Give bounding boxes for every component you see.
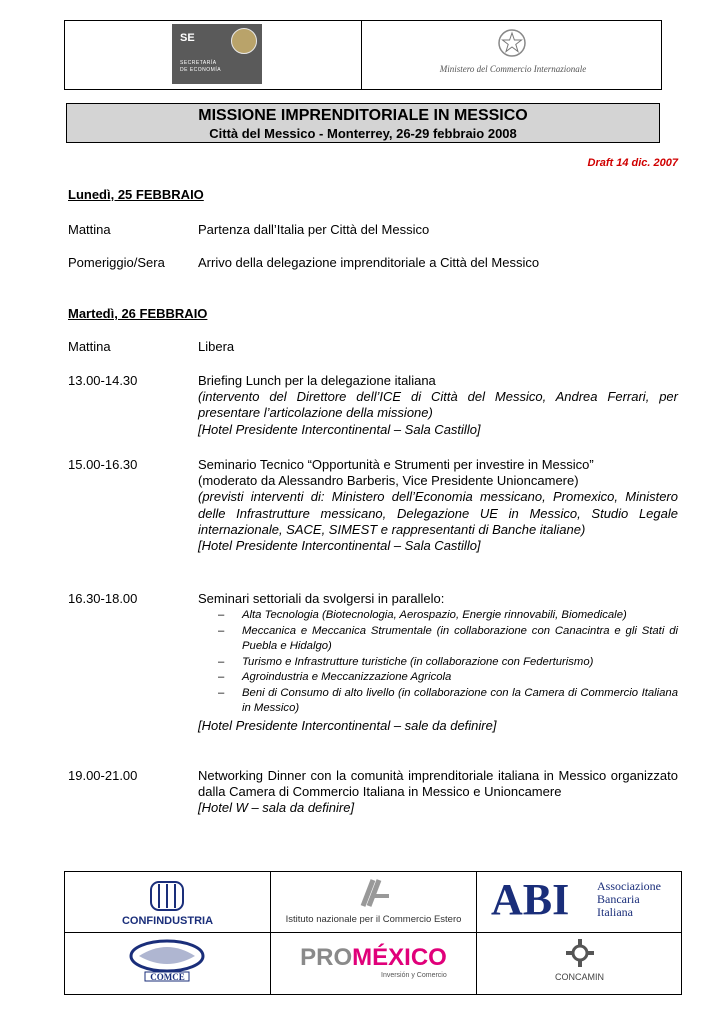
se-logo-abbr: SE xyxy=(180,32,195,44)
event-note: (previsti interventi di: Ministero dell’Economia messicano, Promexico, Ministero delle Infrastrutture messicano, Delegazione UE in Messico, Studio Legale internazionale, SACE, SIMEST e rappresentanti di Banche italiane) xyxy=(198,489,678,537)
time-label: 15.00-16.30 xyxy=(68,457,138,472)
event-text: Libera xyxy=(198,339,235,354)
concamin-logo xyxy=(477,933,682,993)
abi-name xyxy=(597,880,661,919)
abi-abbr: ABI xyxy=(491,875,570,924)
time-label: Mattina xyxy=(68,222,111,237)
secretaria-economia-logo xyxy=(172,24,262,84)
sector-list xyxy=(198,608,678,717)
concamin-gear-icon xyxy=(565,938,595,968)
day-heading-monday: Lunedì, 25 FEBBRAIO xyxy=(68,187,204,202)
confindustria-text: CONFINDUSTRIA xyxy=(121,915,214,927)
draft-label: Draft 14 dic. 2007 xyxy=(587,157,678,169)
list-item: – Beni di Consumo di alto livello (in collaborazione con la Camera di Commercio Italiana in Messico) xyxy=(198,686,678,717)
event-venue: [Hotel Presidente Intercontinental – Sala Castillo] xyxy=(198,538,481,554)
abi-line: Italiana xyxy=(597,905,633,919)
document-subtitle: Città del Messico - Monterrey, 26-29 febbraio 2008 xyxy=(209,126,517,141)
header-logo-box xyxy=(64,20,662,90)
event-venue: [Hotel W – sala da definire] xyxy=(198,800,355,816)
se-logo-line2: DE ECONOMÍA xyxy=(180,67,222,73)
event-dinner xyxy=(198,768,678,817)
time-label: 13.00-14.30 xyxy=(68,373,138,388)
time-label: Mattina xyxy=(68,339,111,354)
list-item: – Meccanica e Meccanica Strumentale (in collaborazione con Canacintra e gli Stati di Puebla e Hidalgo) xyxy=(198,624,678,655)
event-title: Briefing Lunch per la delegazione italiana xyxy=(198,373,436,388)
event-seminario xyxy=(198,457,678,554)
promexico-pro: PRO xyxy=(300,944,353,971)
comce-text: COMCE xyxy=(150,972,185,982)
event-title: Seminari settoriali da svolgersi in parallelo: xyxy=(198,591,445,606)
italian-republic-emblem-icon xyxy=(497,28,527,58)
day-heading-tuesday: Martedì, 26 FEBBRAIO xyxy=(68,306,208,321)
list-item: – Alta Tecnologia (Biotecnologia, Aerospazio, Energie rinnovabili, Biomedicale) xyxy=(198,608,678,624)
promexico-mexico: MÉXICO xyxy=(352,944,447,971)
event-venue: [Hotel Presidente Intercontinental – sale da definire] xyxy=(198,717,497,733)
time-label: Pomeriggio/Sera xyxy=(68,255,165,270)
promexico-logo xyxy=(271,933,476,993)
concamin-text: CONCAMIN xyxy=(555,972,604,982)
se-logo-text xyxy=(180,60,221,74)
list-item: – Turismo e Infrastrutture turistiche (in collaborazione con Federturismo) xyxy=(198,655,678,671)
event-title: Networking Dinner con la comunità imprenditoriale italiana in Messico organizzato dalla Camera di Commercio Italiana in Messico e Unioncamere xyxy=(198,768,678,800)
document-title: MISSIONE IMPRENDITORIALE IN MESSICO xyxy=(198,107,528,124)
event-text: Arrivo della delegazione imprenditoriale a Città del Messico xyxy=(198,255,540,270)
abi-logo xyxy=(477,872,682,932)
confindustria-emblem-icon xyxy=(147,878,187,914)
time-label: 16.30-18.00 xyxy=(68,591,138,606)
event-briefing xyxy=(198,373,678,438)
header-divider xyxy=(361,21,362,89)
event-moderator: (moderato da Alessandro Barberis, Vice Presidente Unioncamere) xyxy=(198,473,579,489)
partner-logos-box xyxy=(64,871,682,995)
time-label: 19.00-21.00 xyxy=(68,768,138,783)
event-title: Seminario Tecnico “Opportunità e Strumenti per investire in Messico” xyxy=(198,457,594,472)
list-item: – Agroindustria e Meccanizzazione Agricola xyxy=(198,670,678,686)
promexico-word xyxy=(271,945,476,971)
event-note: (intervento del Direttore dell’ICE di Città del Messico, Andrea Ferrari, per presentare l’articolazione della missione) xyxy=(198,389,678,421)
comce-logo xyxy=(65,933,270,993)
mexico-eagle-icon xyxy=(231,28,257,54)
confindustria-logo xyxy=(65,872,270,932)
title-box xyxy=(66,103,660,143)
event-venue: [Hotel Presidente Intercontinental – Sala Castillo] xyxy=(198,421,481,437)
ministry-name: Ministero del Commercio Internazionale xyxy=(439,64,587,74)
abi-line: Bancaria xyxy=(597,892,640,906)
promexico-tagline: Inversión y Comercio xyxy=(381,972,447,979)
ice-logo xyxy=(271,872,476,932)
se-logo-line1: SECRETARÍA xyxy=(180,60,217,66)
event-text: Partenza dall’Italia per Città del Messico xyxy=(198,222,430,237)
event-settoriali xyxy=(198,591,678,734)
ice-emblem-icon xyxy=(357,878,391,908)
ice-text: Istituto nazionale per il Commercio Estero xyxy=(285,914,462,925)
abi-line: Associazione xyxy=(597,879,661,893)
